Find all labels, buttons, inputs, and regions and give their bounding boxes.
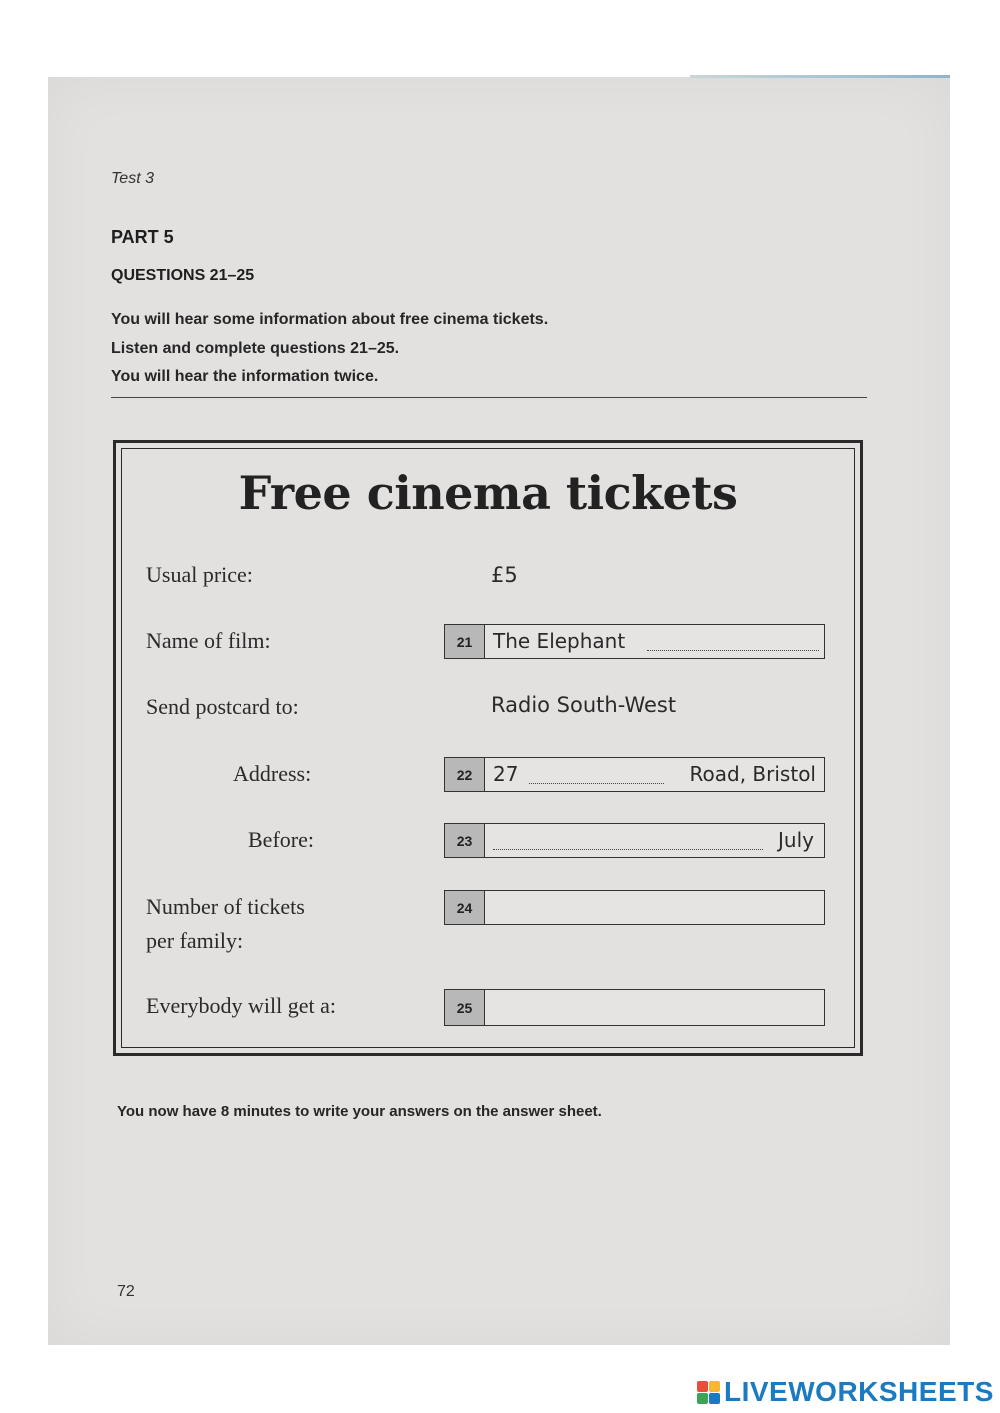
form-frame-inner xyxy=(121,448,855,1048)
divider xyxy=(111,397,867,398)
answer-dotted-line xyxy=(493,849,763,850)
tickets-label xyxy=(146,890,305,958)
brand-name: LIVEWORKSHEETS xyxy=(724,1376,994,1407)
form-title: Free cinema tickets xyxy=(238,466,738,520)
answer-box-22[interactable] xyxy=(444,757,825,792)
instruction-line: You will hear some information about free cinema tickets. xyxy=(111,311,549,328)
usual-price-value: £5 xyxy=(491,563,518,587)
address-prefix: 27 xyxy=(493,762,519,786)
before-label: Before: xyxy=(248,827,314,852)
question-number-22: 22 xyxy=(445,758,485,791)
address-suffix: Road, Bristol xyxy=(689,762,816,786)
film-name-label: Name of film: xyxy=(146,628,271,653)
send-postcard-value: Radio South-West xyxy=(491,693,677,717)
instruction-line: Listen and complete questions 21–25. xyxy=(111,340,400,357)
question-number-21: 21 xyxy=(445,625,485,658)
questions-label: QUESTIONS 21–25 xyxy=(111,267,255,284)
answer-box-21[interactable] xyxy=(444,624,825,659)
test-label: Test 3 xyxy=(111,170,154,187)
part-title: PART 5 xyxy=(111,227,174,247)
instruction-line: You will hear the information twice. xyxy=(111,368,379,385)
question-number-24: 24 xyxy=(445,891,485,924)
usual-price-label: Usual price: xyxy=(146,562,253,587)
answer-box-23[interactable] xyxy=(444,823,825,858)
answer-box-24[interactable] xyxy=(444,890,825,925)
answer-box-25[interactable] xyxy=(444,989,825,1026)
film-name-prefill: The Elephant xyxy=(493,629,626,653)
question-number-25: 25 xyxy=(445,990,485,1025)
liveworksheets-logo xyxy=(697,1376,994,1408)
logo-mark-icon xyxy=(697,1381,720,1404)
answer-dotted-line xyxy=(529,783,664,784)
everybody-label: Everybody will get a: xyxy=(146,993,337,1018)
tickets-label-line1: Number of tickets xyxy=(146,894,305,919)
page-edge xyxy=(690,75,950,78)
tickets-label-line2: per family: xyxy=(146,928,244,953)
page-number: 72 xyxy=(117,1283,135,1300)
send-postcard-label: Send postcard to: xyxy=(146,694,299,719)
before-suffix: July xyxy=(778,828,814,852)
time-instruction: You now have 8 minutes to write your answers on the answer sheet. xyxy=(117,1103,602,1120)
address-label: Address: xyxy=(233,761,312,786)
question-number-23: 23 xyxy=(445,824,485,857)
answer-dotted-line xyxy=(647,650,819,651)
